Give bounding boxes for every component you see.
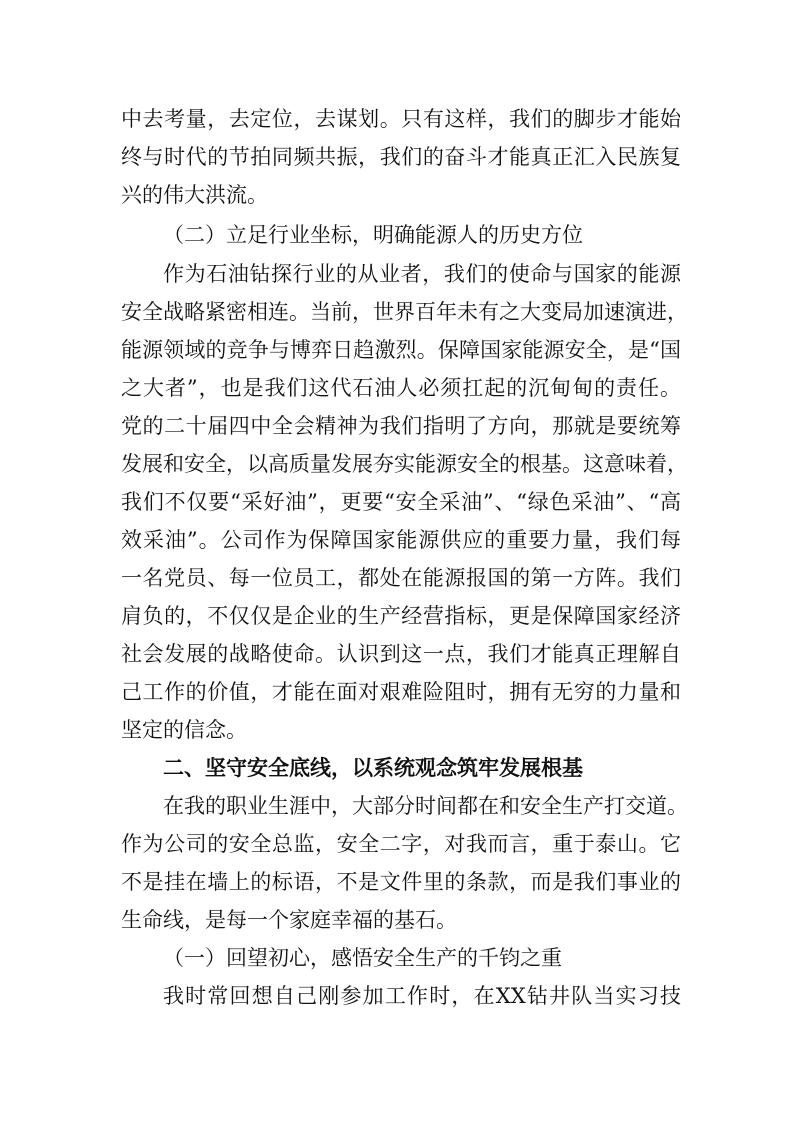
section-heading-2-2: （二）立足行业坐标，明确能源人的历史方位 <box>163 223 583 247</box>
paragraph-line: 中去考量，去定位，去谋划。只有这样，我们的脚步才能始 <box>121 107 681 131</box>
paragraph-line: 坚定的信念。 <box>121 718 247 742</box>
paragraph-line: 己工作的价值，才能在面对艰难险阻时，拥有无穷的力量和 <box>121 680 681 704</box>
paragraph-line: 发展和安全，以高质量发展夯实能源安全的根基。这意味着， <box>121 452 688 476</box>
paragraph-line: 党的二十届四中全会精神为我们指明了方向，那就是要统筹 <box>121 414 681 438</box>
paragraph-line: 在我的职业生涯中，大部分时间都在和安全生产打交道。 <box>163 794 688 818</box>
section-heading-2-1: （一）回望初心，感悟安全生产的千钧之重 <box>163 946 562 970</box>
paragraph-line: 效采油”。公司作为保障国家能源供应的重要力量，我们每 <box>121 528 681 552</box>
paragraph-line: 我时常回想自己刚参加工作时，在XX钻井队当实习技 <box>163 984 681 1008</box>
section-heading-1-2: 二、坚守安全底线，以系统观念筑牢发展根基 <box>163 756 583 780</box>
paragraph-line: 肩负的，不仅仅是企业的生产经营指标，更是保障国家经济 <box>121 604 681 628</box>
paragraph-line: 兴的伟大洪流。 <box>121 183 268 207</box>
paragraph-line: 之大者”，也是我们这代石油人必须扛起的沉甸甸的责任。 <box>121 376 681 400</box>
paragraph-line: 不是挂在墙上的标语，不是文件里的条款，而是我们事业的 <box>121 870 681 894</box>
paragraph-line: 社会发展的战略使命。认识到这一点，我们才能真正理解自 <box>121 642 681 666</box>
paragraph-line: 作为石油钻探行业的从业者，我们的使命与国家的能源 <box>163 262 681 286</box>
paragraph-line: 生命线，是每一个家庭幸福的基石。 <box>121 908 457 932</box>
paragraph-line: 安全战略紧密相连。当前，世界百年未有之大变局加速演进， <box>121 300 688 324</box>
paragraph-line: 终与时代的节拍同频共振，我们的奋斗才能真正汇入民族复 <box>121 145 681 169</box>
paragraph-line: 一名党员、每一位员工，都处在能源报国的第一方阵。我们 <box>121 566 681 590</box>
paragraph-line: 我们不仅要“采好油”，更要“安全采油”、“绿色采油”、“高 <box>121 490 681 514</box>
paragraph-line: 能源领域的竞争与博弈日趋激烈。保障国家能源安全，是“国 <box>121 338 681 362</box>
paragraph-line: 作为公司的安全总监，安全二字，对我而言，重于泰山。它 <box>121 832 681 856</box>
